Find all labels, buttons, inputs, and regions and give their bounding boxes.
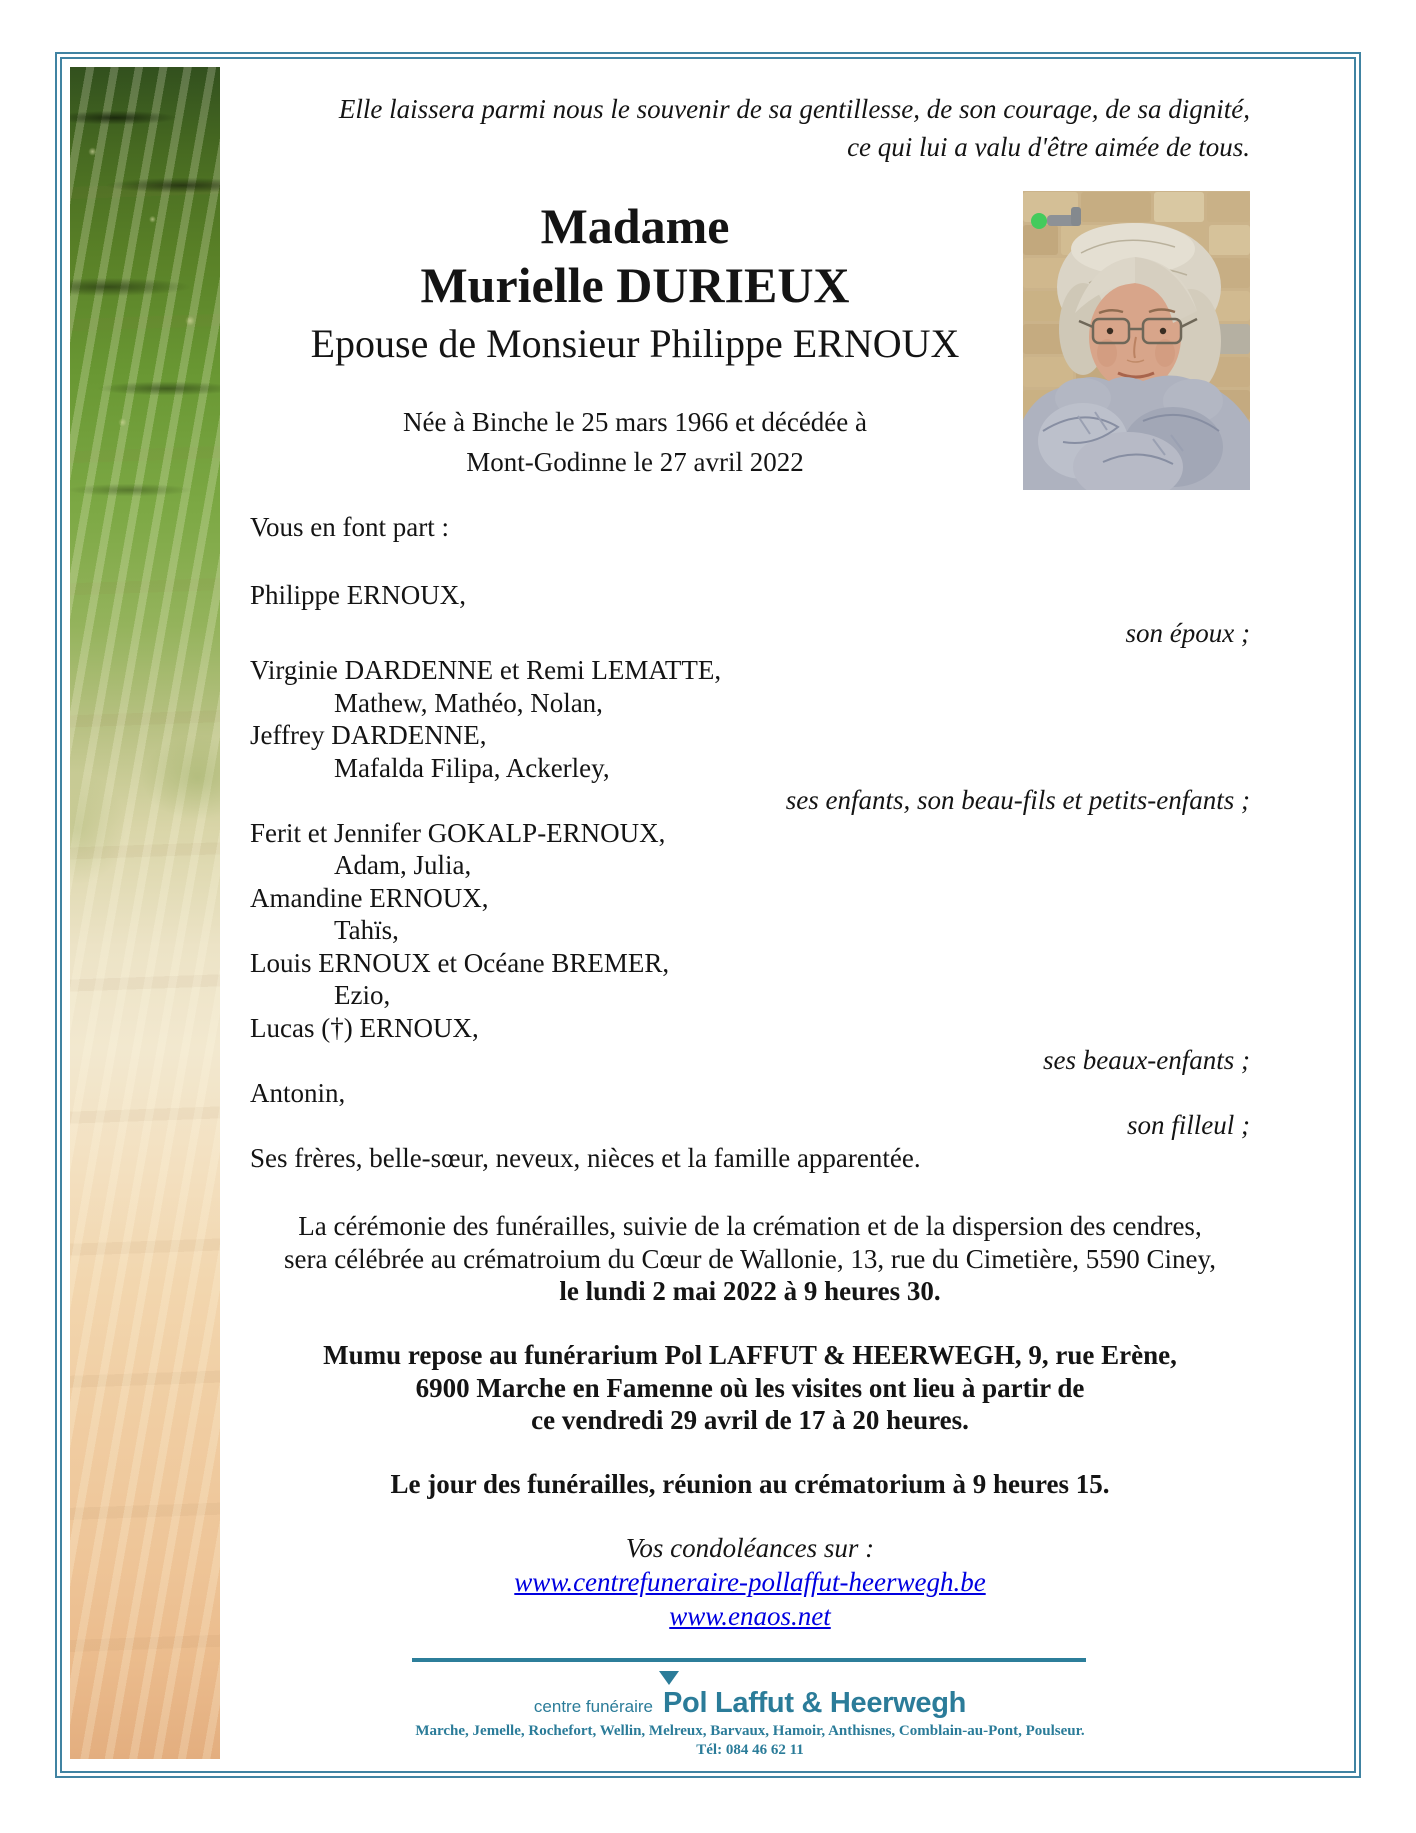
family-line: Mafalda Filipa, Ackerley, bbox=[334, 752, 610, 783]
condolence-link-2[interactable]: www.enaos.net bbox=[669, 1601, 831, 1631]
meeting-line: Le jour des funérailles, réunion au crématorium à 9 heures 15. bbox=[390, 1469, 1110, 1499]
repose-line: 6900 Marche en Famenne où les visites ont lieu à partir de bbox=[415, 1372, 1085, 1403]
family-line: Mathew, Mathéo, Nolan, bbox=[334, 687, 603, 718]
page-title: Madame bbox=[540, 198, 730, 254]
epitaph bbox=[250, 90, 1250, 166]
family-line: Amandine ERNOUX, bbox=[250, 882, 489, 913]
brand-name-text: Pol Laffut & Heerwegh bbox=[663, 1687, 967, 1719]
condolence-link-row bbox=[250, 1601, 1250, 1631]
ceremony-block bbox=[250, 1210, 1250, 1308]
family-list bbox=[250, 654, 1250, 1174]
epitaph-line: Elle laissera parmi nous le souvenir de sa gentillesse, de son courage, de sa dignité, bbox=[338, 94, 1250, 124]
ceremony-line: La cérémonie des funérailles, suivie de la crémation et de la dispersion des cendres, bbox=[298, 1211, 1202, 1241]
family-line: Adam, Julia, bbox=[334, 850, 472, 880]
husband-name: Philippe ERNOUX, bbox=[250, 580, 466, 610]
repose-line: Mumu repose au funérarium Pol LAFFUT & HEERWEGH, 9, rue Erène, bbox=[323, 1340, 1177, 1370]
family-line: Ferit et Jennifer GOKALP-ERNOUX, bbox=[250, 817, 666, 848]
portrait-photo bbox=[1023, 191, 1250, 490]
family-line: Lucas (†) ERNOUX, bbox=[250, 1012, 479, 1043]
announcement-intro: Vous en font part : bbox=[250, 512, 449, 542]
brand-prefix: centre funéraire bbox=[533, 1697, 653, 1716]
ceremony-line: sera célébrée au crématroium du Cœur de Wallonie, 13, rue du Cimetière, 5590 Ciney, bbox=[283, 1243, 1216, 1274]
relation-label: son filleul ; bbox=[1127, 1110, 1250, 1140]
footer-phone: Tél: 084 46 62 11 bbox=[696, 1742, 804, 1758]
condolence-link-1[interactable]: www.centrefuneraire-pollaffut-heerwegh.be bbox=[514, 1567, 986, 1597]
condolence-link-row bbox=[250, 1567, 1250, 1597]
scarf bbox=[1023, 375, 1250, 490]
deceased-name: Murielle DURIEUX bbox=[420, 257, 850, 313]
husband-relation-label: son époux ; bbox=[1125, 618, 1250, 648]
repose-block bbox=[250, 1339, 1250, 1437]
family-line: Louis ERNOUX et Océane BREMER, bbox=[250, 947, 670, 978]
family-line: Ses frères, belle-sœur, neveux, nièces et la famille apparentée. bbox=[250, 1142, 921, 1173]
family-line: Tahïs, bbox=[334, 915, 399, 945]
funeral-home-logo bbox=[250, 1686, 1250, 1722]
death-line: Mont-Godinne le 27 avril 2022 bbox=[466, 447, 804, 477]
footer-locations: Marche, Jemelle, Rochefort, Wellin, Melreux, Barvaux, Hamoir, Anthisnes, Comblain-au-Pont, Poulseur. bbox=[415, 1723, 1085, 1739]
family-line: Antonin, bbox=[250, 1077, 346, 1108]
family-line: Ezio, bbox=[334, 980, 391, 1010]
green-object bbox=[1031, 213, 1047, 229]
epitaph-line: ce qui lui a valu d'être aimée de tous. bbox=[847, 132, 1250, 162]
family-line: Virginie DARDENNE et Remi LEMATTE, bbox=[250, 655, 722, 685]
repose-line: ce vendredi 29 avril de 17 à 20 heures. bbox=[531, 1405, 969, 1435]
portrait-illustration bbox=[1023, 191, 1250, 490]
condolences-label: Vos condoléances sur : bbox=[625, 1533, 875, 1563]
ceremony-date-line: le lundi 2 mai 2022 à 9 heures 30. bbox=[559, 1276, 941, 1306]
birth-death-block bbox=[250, 402, 1020, 482]
brand-name bbox=[663, 1687, 966, 1719]
logo-triangle-icon bbox=[659, 1671, 679, 1685]
birth-line: Née à Binche le 25 mars 1966 et décédée à bbox=[402, 407, 868, 437]
relation-label: ses beaux-enfants ; bbox=[1043, 1045, 1250, 1075]
family-line: Jeffrey DARDENNE, bbox=[250, 720, 487, 750]
forest-path-photo bbox=[70, 67, 220, 1759]
relation-label: ses enfants, son beau-fils et petits-enfants ; bbox=[785, 785, 1250, 815]
footer-divider bbox=[412, 1658, 1086, 1662]
spouse-line: Epouse de Monsieur Philippe ERNOUX bbox=[310, 321, 960, 366]
title-block bbox=[250, 198, 1020, 370]
